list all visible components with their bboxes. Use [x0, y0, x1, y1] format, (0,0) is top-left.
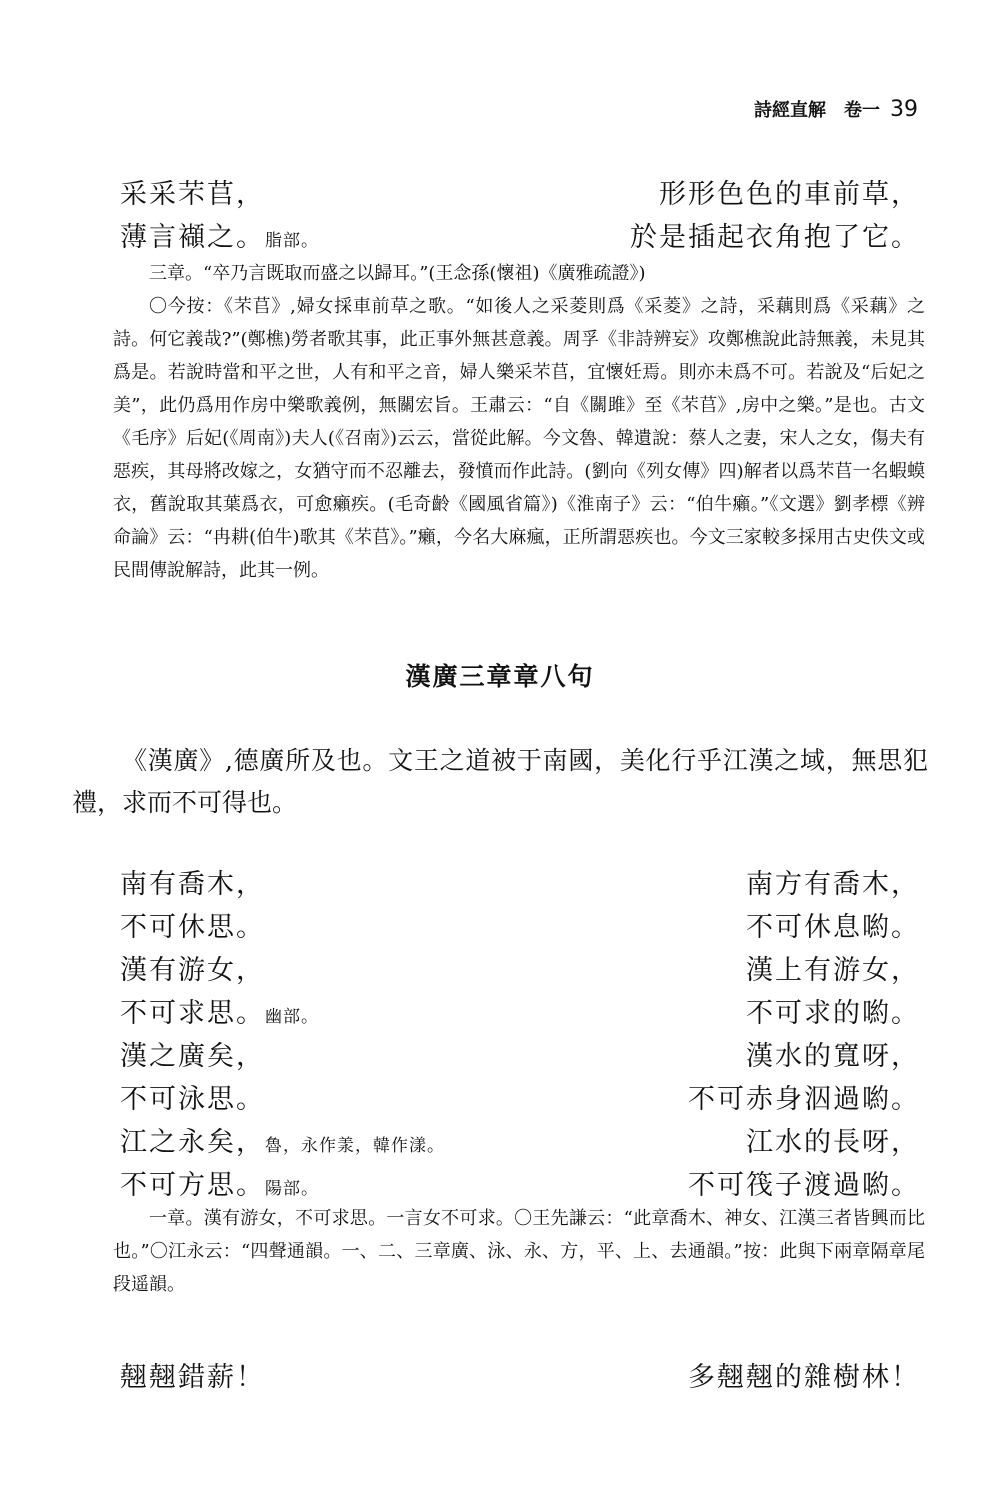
verse-block-top	[120, 172, 920, 258]
verse-translation: 形形色色的車前草，	[659, 179, 920, 210]
verse-original: 不可泳思。	[120, 1084, 265, 1115]
verse-line	[120, 172, 920, 215]
verse-translation: 不可求的喲。	[746, 998, 920, 1029]
running-title: 詩經直解 卷一	[754, 100, 880, 121]
verse-block-main	[120, 862, 920, 1206]
commentary-paragraph: 三章。“卒乃言既取而盛之以歸耳。”(王念孫(懷祖)《廣雅疏證》)	[149, 263, 646, 284]
verse-original: 翹翹錯薪！	[120, 1362, 265, 1393]
verse-original: 薄言襭之。脂部。	[120, 222, 319, 253]
running-head	[754, 96, 918, 122]
verse-translation: 不可赤身泅過喲。	[688, 1084, 920, 1115]
verse-translation: 不可筏子渡過喲。	[688, 1170, 920, 1201]
verse-translation: 不可休息喲。	[746, 912, 920, 943]
verse-line	[120, 948, 920, 991]
commentary-paragraph: 一章。漢有游女，不可求思。一言女不可求。〇王先謙云：“此章喬木、神女、江漢三者皆興而比也。”〇江永云：“四聲通韻。一、二、三章廣、泳、永、方，平、上、去通韻。”按：此與下兩章隔章尾段遥韻。	[113, 1208, 925, 1295]
rhyme-note: 陽部。	[265, 1179, 319, 1199]
verse-line	[120, 905, 920, 948]
verse-original: 不可求思。幽部。	[120, 998, 319, 1029]
verse-translation: 江水的長呀，	[746, 1127, 920, 1158]
page-number: 39	[890, 97, 918, 122]
verse-translation: 漢上有游女，	[746, 955, 920, 986]
verse-block-bottom	[120, 1355, 920, 1398]
verse-original: 不可方思。陽部。	[120, 1170, 319, 1201]
verse-original: 漢之廣矣，	[120, 1041, 265, 1072]
section-title: 漢廣三章章八句	[405, 662, 595, 691]
rhyme-note: 脂部。	[265, 231, 319, 251]
verse-line	[120, 215, 920, 258]
verse-translation: 多翹翹的雜樹林！	[688, 1362, 920, 1393]
rhyme-note: 幽部。	[265, 1007, 319, 1027]
verse-translation: 漢水的寬呀，	[746, 1041, 920, 1072]
verse-original: 采采芣苢，	[120, 179, 265, 210]
variant-note: 魯，永作羕，韓作漾。	[265, 1136, 445, 1156]
verse-line	[120, 991, 920, 1034]
verse-line	[120, 1077, 920, 1120]
verse-original: 不可休思。	[120, 912, 265, 943]
verse-original: 南有喬木，	[120, 869, 265, 900]
commentary-paragraph: 〇今按：《芣苢》,婦女採車前草之歌。“如後人之采菱則爲《采菱》之詩，采藕則爲《采藕》之詩。何它義哉?”(鄭樵)勞者歌其事，此正事外無甚意義。周孚《非詩辨妄》攻鄭樵說此詩無義，未見其爲是。若說時當和平之世，人有和平之音，婦人樂采芣苢，宜懷妊焉。則亦未爲不可。若說及“后妃之美”，此仍爲用作房中樂歌義例，無關宏旨。王肅云：“自《關雎》至《芣苢》,房中之樂。”是也。古文《毛序》后妃(《周南》)夫人(《召南》)云云，當從此解。今文魯、韓遺說：蔡人之妻，宋人之女，傷夫有惡疾，其母將改嫁之，女猶守而不忍離去，發憤而作此詩。(劉向《列女傳》四)解者以爲芣苢一名蝦蟆衣，舊說取其葉爲衣，可愈癩疾。(毛奇齡《國風省篇》)《淮南子》云：“伯牛癩。”《文選》劉孝標《辨命論》云：“冉耕(伯牛)歌其《芣苢》。”癩，今名大麻瘋，正所謂惡疾也。今文三家較多採用古史佚文或民間傳說解詩，此其一例。	[113, 296, 925, 581]
verse-original: 江之永矣，魯，永作羕，韓作漾。	[120, 1127, 445, 1158]
commentary-top	[113, 257, 925, 587]
verse-line	[120, 862, 920, 905]
verse-line	[120, 1120, 920, 1163]
verse-translation: 於是插起衣角抱了它。	[630, 222, 920, 253]
verse-original: 漢有游女，	[120, 955, 265, 986]
verse-line	[120, 1355, 920, 1398]
verse-line	[120, 1163, 920, 1206]
commentary-main	[113, 1202, 925, 1301]
verse-translation: 南方有喬木，	[746, 869, 920, 900]
preface-paragraph: 《漢廣》,德廣所及也。文王之道被于南國，美化行乎江漢之域，無思犯禮，求而不可得也。	[72, 746, 928, 817]
verse-line	[120, 1034, 920, 1077]
